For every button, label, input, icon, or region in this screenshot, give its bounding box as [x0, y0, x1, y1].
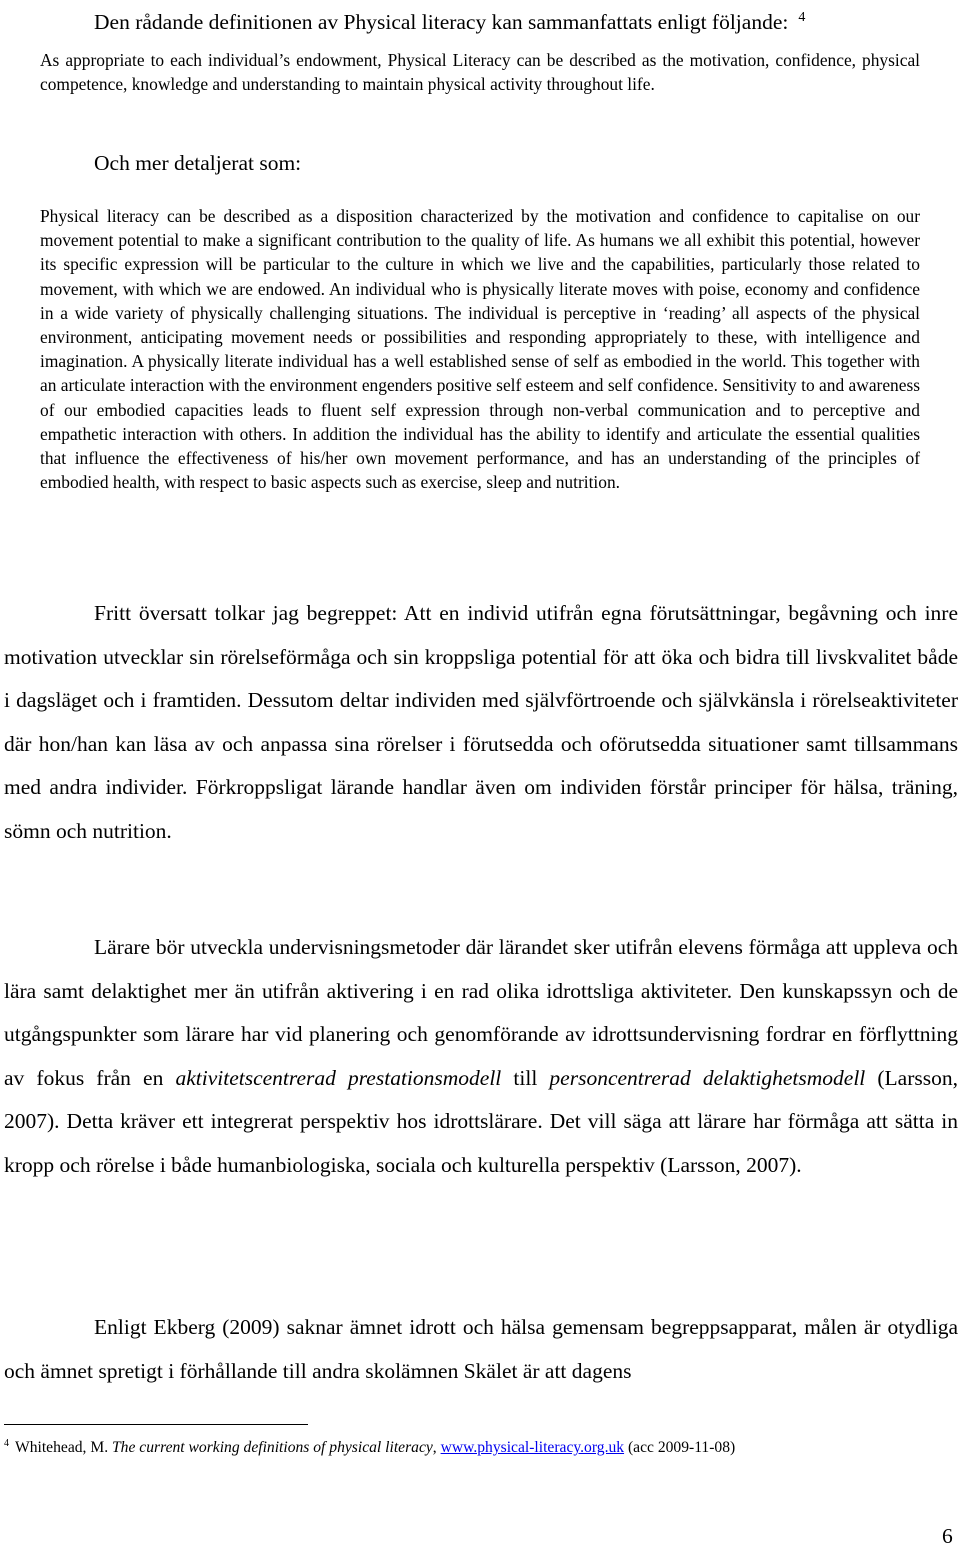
- body-paragraph-teaching-methods: [4, 926, 958, 1187]
- italic-term-person-model: personcentrerad delaktighetsmodell: [549, 1065, 866, 1090]
- footnote-access-date: (acc 2009-11-08): [624, 1439, 736, 1456]
- footnote-author: Whitehead, M.: [15, 1439, 112, 1456]
- paragraph-text: (Larsson, 2007). Detta kräver ett integrerat perspektiv hos idrottslärare. Det vill säga att lärare har förmåga att sätta in kropp och rörelse i både humanbiologiska, sociala och kulturella perspektiv (Larsson, 2007).: [4, 1065, 958, 1177]
- body-paragraph-ekberg: Enligt Ekberg (2009) saknar ämnet idrott och hälsa gemensam begreppsapparat, målen är otydliga och ämnet spretigt i förhållande till andra skolämnen Skälet är att dagens: [4, 1315, 958, 1383]
- definition-quote-short: As appropriate to each individual’s endowment, Physical Literacy can be described as the motivation, confidence, physical competence, knowledge and understanding to maintain physical activity throughout life.: [40, 50, 920, 95]
- footnote-separator: [4, 1424, 308, 1425]
- footnote-title: The current working definitions of physical literacy: [112, 1439, 433, 1456]
- paragraph-text: Lärare bör utveckla undervisningsmetoder där lärandet sker utifrån elevens förmåga att uppleva och lära samt delaktighet mer än utifrån aktivering i en rad olika idrottsliga aktiviteter. Den kunskapssyn och de utgångspunkter som lärare har vid planering och genomförande av idrottsundervisning fordrar en förflyttning av fokus från en: [4, 935, 958, 1090]
- page-number: 6: [942, 1524, 953, 1548]
- footnote-separator-text: ,: [432, 1439, 441, 1456]
- definition-quote-detailed: Physical literacy can be described as a disposition characterized by the motivation and confidence to capitalise on our movement potential to make a significant contribution to the quality of life. As humans we all exhibit this potential, however its specific expression will be particular to the culture in which we live and the capabilities, particularly those related to movement, with which we are endowed. An individual who is physically literate moves with poise, economy and confidence in a wide variety of physically challenging situations. The individual is perceptive in ‘reading’ all aspects of the physical environment, anticipating movement needs or possibilities and responding appropriately to these, with intelligence and imagination. A physically literate individual has a well established sense of self as embodied in the world. This together with an articulate interaction with the environment engenders positive self esteem and self confidence. Sensitivity to and awareness of our embodied capacities leads to fluent self expression through non-verbal communication and to perceptive and empathetic interaction with others. In addition the individual has the ability to identify and articulate the essential qualities that influence the effectiveness of his/her own movement performance, and has an understanding of the principles of embodied health, with respect to basic aspects such as exercise, sleep and nutrition.: [40, 206, 920, 493]
- footnote-number: 4: [4, 1438, 9, 1449]
- body-paragraph-translation: Fritt översatt tolkar jag begreppet: Att en individ utifrån egna förutsättningar, begåvning och inre motivation utvecklar sin rörelseförmåga och sin kroppsliga potential för att öka och bidra till livskvalitet både i dagsläget och i framtiden. Dessutom deltar individen med självförtroende och självkänsla i rörelseaktiviteter där hon/han kan läsa av och anpassa sina rörelser i förutsedda och oförutsedda situationer samt tillsammans med andra individer. Förkroppsligat lärande handlar även om individen förstår principer för hälsa, träning, sömn och nutrition.: [4, 601, 958, 843]
- detailed-definition-heading: Och mer detaljerat som:: [94, 151, 302, 175]
- section-intro-heading: [94, 4, 805, 36]
- paragraph-text: till: [501, 1065, 550, 1090]
- footnote-link[interactable]: www.physical-literacy.org.uk: [440, 1439, 625, 1456]
- italic-term-activity-model: aktivitetscentrerad prestationsmodell: [175, 1065, 502, 1090]
- footnote: [4, 1433, 735, 1459]
- intro-heading-text: Den rådande definitionen av Physical literacy kan sammanfattats enligt följande:: [94, 10, 789, 34]
- footnote-reference[interactable]: 4: [798, 10, 806, 25]
